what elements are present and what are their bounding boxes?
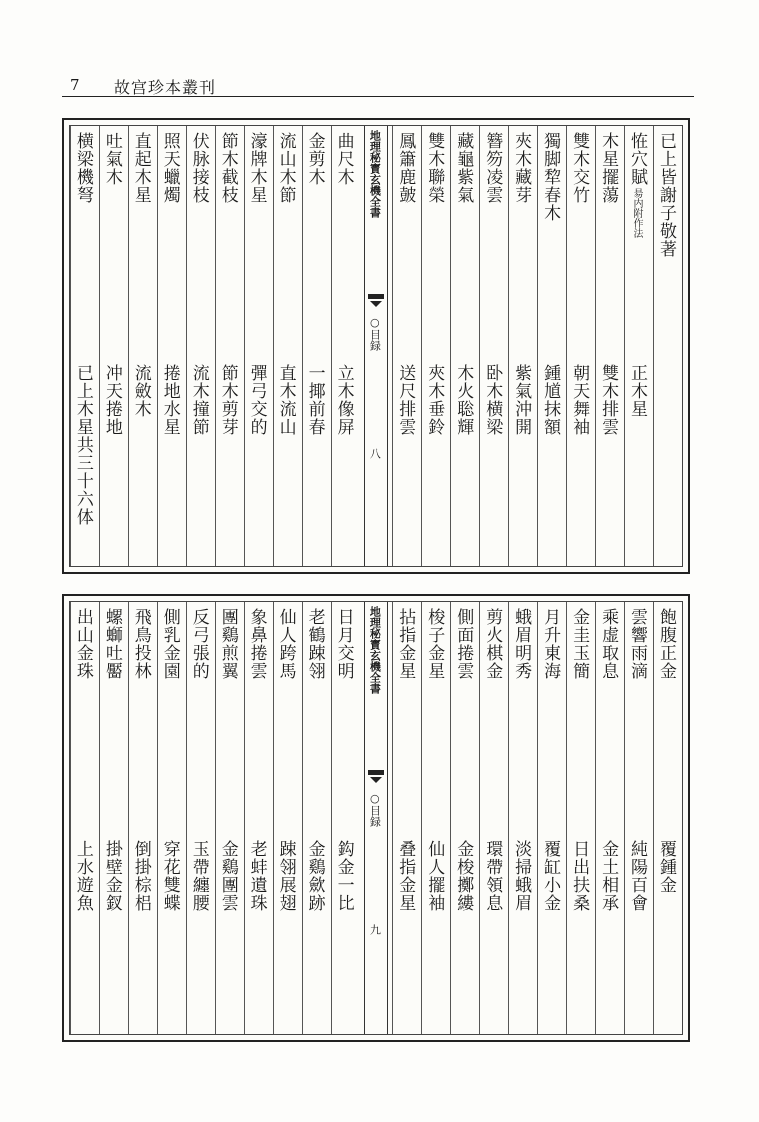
text-column bbox=[566, 602, 595, 1034]
fish-tail-mark-icon bbox=[368, 294, 384, 311]
column-entry-lower: 節木剪芽 bbox=[217, 364, 238, 436]
column-entry-lower: 直木流山 bbox=[275, 364, 296, 436]
text-column bbox=[653, 602, 682, 1034]
column-entry-lower: 踈翎展翅 bbox=[275, 840, 296, 912]
column-entry-upper: 夾木藏芽 bbox=[511, 132, 532, 204]
column-entry-upper: 伏脉接枝 bbox=[188, 132, 209, 204]
column-entry-upper: 老鶴踈翎 bbox=[304, 608, 325, 680]
text-column bbox=[537, 126, 566, 566]
top-page-panel bbox=[62, 118, 690, 574]
bottom-page-panel bbox=[62, 594, 690, 1042]
column-entry-lower: 捲地水星 bbox=[159, 364, 180, 436]
column-entry-lower: 覆缸小金 bbox=[540, 840, 561, 912]
column-entry-lower: 金土相承 bbox=[598, 840, 619, 912]
text-column bbox=[392, 126, 421, 566]
column-entry-lower: 冲天捲地 bbox=[101, 364, 122, 436]
text-column bbox=[70, 602, 99, 1034]
column-entry-lower: 玉帶纏腰 bbox=[188, 840, 209, 912]
column-entry-upper: 照天蠟燭 bbox=[159, 132, 180, 204]
column-entry-lower: 正木星 bbox=[627, 364, 648, 418]
column-entry-lower: 環帶領息 bbox=[482, 840, 503, 912]
column-entry-upper: 流山木節 bbox=[275, 132, 296, 204]
column-entry-lower: 掛壁金釵 bbox=[101, 840, 122, 912]
column-entry-lower: 木火聡輝 bbox=[453, 364, 474, 436]
banxin-title: 地理秘寳玄機全書 bbox=[368, 130, 382, 218]
column-entry-upper: 雙木交竹 bbox=[569, 132, 590, 204]
page-number: 7 bbox=[70, 76, 80, 94]
column-entry-lower: 仙人擺袖 bbox=[424, 840, 445, 912]
column-entry-lower: 流木撞節 bbox=[188, 364, 209, 436]
text-column bbox=[331, 126, 360, 566]
column-entry-upper: 飛鳥投林 bbox=[130, 608, 151, 680]
column-entry-upper: 團鷄煎翼 bbox=[217, 608, 238, 680]
text-column bbox=[479, 126, 508, 566]
text-column bbox=[302, 602, 331, 1034]
text-column bbox=[624, 126, 653, 566]
column-entry-upper: 蛾眉明秀 bbox=[511, 608, 532, 680]
column-entry-upper: 拈指金星 bbox=[395, 608, 416, 680]
text-column bbox=[273, 126, 302, 566]
text-column bbox=[273, 602, 302, 1034]
text-column bbox=[566, 126, 595, 566]
text-column bbox=[653, 126, 682, 566]
text-column bbox=[421, 126, 450, 566]
column-entry-upper: 月升東海 bbox=[540, 608, 561, 680]
column-entry-upper: 雙木聯榮 bbox=[424, 132, 445, 204]
column-entry-upper: 金剪木 bbox=[304, 132, 325, 186]
column-entry-lower: 上水遊魚 bbox=[72, 840, 93, 912]
column-entry-lower: 金梭擲縷 bbox=[453, 840, 474, 912]
running-header bbox=[62, 62, 694, 97]
column-entry-upper: 象鼻捲雲 bbox=[246, 608, 267, 680]
column-entry-upper: 節木截枝 bbox=[217, 132, 238, 204]
column-entry-upper: 螺螄吐靨 bbox=[101, 608, 122, 680]
column-entry-upper: 出山金珠 bbox=[72, 608, 93, 680]
column-entry-lower: 流斂木 bbox=[130, 364, 151, 418]
text-column bbox=[421, 602, 450, 1034]
text-column bbox=[186, 602, 215, 1034]
column-entry-upper: 木星擺蕩 bbox=[598, 132, 619, 204]
column-entry-upper: 雲響雨滴 bbox=[627, 608, 648, 680]
text-column bbox=[215, 126, 244, 566]
fish-tail-mark-icon bbox=[368, 770, 384, 787]
column-entry-upper: 飽腹正金 bbox=[656, 608, 676, 680]
banxin-center-strip bbox=[364, 602, 389, 1034]
text-column bbox=[537, 602, 566, 1034]
text-column bbox=[157, 602, 186, 1034]
column-entry-upper: 側面捲雲 bbox=[453, 608, 474, 680]
bottom-columns bbox=[70, 602, 682, 1034]
banxin-page-number: 八 bbox=[368, 448, 382, 459]
series-title: 故宫珍本叢刊 bbox=[114, 78, 217, 97]
column-entry-lower: 朝天舞袖 bbox=[569, 364, 590, 436]
column-entry-upper: 横梁機弩 bbox=[72, 132, 93, 204]
column-entry-lower: 老蚌遺珠 bbox=[246, 840, 267, 912]
column-note: 昜内附作法 bbox=[631, 188, 643, 238]
column-entry-lower: 彈弓交的 bbox=[246, 364, 267, 436]
column-entry-lower: 穿花雙蝶 bbox=[159, 840, 180, 912]
column-entry-lower: 夾木垂鈴 bbox=[424, 364, 445, 436]
text-column bbox=[70, 126, 99, 566]
column-entry-upper: 剪火棋金 bbox=[482, 608, 503, 680]
column-entry-upper: 恠穴賦 bbox=[627, 132, 648, 186]
column-entry-lower: 送尺排雲 bbox=[395, 364, 416, 436]
column-entry-lower: 覆鍾金 bbox=[656, 840, 676, 894]
column-entry-lower: 日出扶桑 bbox=[569, 840, 590, 912]
column-entry-lower: 一揶前春 bbox=[304, 364, 325, 436]
column-entry-lower: 純陽百會 bbox=[627, 840, 648, 912]
text-column bbox=[157, 126, 186, 566]
text-column bbox=[450, 602, 479, 1034]
banxin-section: ○目録 bbox=[368, 792, 382, 827]
column-entry-lower: 金鷄歛跡 bbox=[304, 840, 325, 912]
column-entry-lower: 金鷄團雲 bbox=[217, 840, 238, 912]
column-entry-upper: 側乳金園 bbox=[159, 608, 180, 680]
column-entry-upper: 獨脚犂春木 bbox=[540, 132, 561, 222]
text-column bbox=[595, 126, 624, 566]
text-column bbox=[595, 602, 624, 1034]
banxin-center-strip bbox=[364, 126, 389, 566]
column-entry-upper: 仙人跨馬 bbox=[275, 608, 296, 680]
column-entry-upper: 吐氣木 bbox=[101, 132, 122, 186]
column-entry-lower: 立木像屏 bbox=[333, 364, 354, 436]
text-column bbox=[128, 126, 157, 566]
text-column bbox=[479, 602, 508, 1034]
column-entry-lower: 淡掃蛾眉 bbox=[511, 840, 532, 912]
column-entry-upper: 日月交明 bbox=[333, 608, 354, 680]
column-entry-upper: 鳳簫鹿皷 bbox=[395, 132, 416, 204]
column-entry-upper: 藏龜紫氣 bbox=[453, 132, 474, 204]
banxin-section: ○目録 bbox=[368, 316, 382, 351]
banxin-title: 地理秘寳玄機全書 bbox=[368, 606, 382, 694]
column-entry-upper: 已上皆謝子敬著 bbox=[656, 132, 676, 258]
column-entry-lower: 叠指金星 bbox=[395, 840, 416, 912]
column-entry-lower: 紫氣沖開 bbox=[511, 364, 532, 436]
text-column bbox=[450, 126, 479, 566]
column-entry-upper: 反弓張的 bbox=[188, 608, 209, 680]
column-entry-lower: 鍾馗抹額 bbox=[540, 364, 561, 436]
column-entry-lower: 雙木排雲 bbox=[598, 364, 619, 436]
text-column bbox=[99, 602, 128, 1034]
column-entry-upper: 乘虚取息 bbox=[598, 608, 619, 680]
text-column bbox=[624, 602, 653, 1034]
column-entry-upper: 金圭玉簡 bbox=[569, 608, 590, 680]
column-entry-upper: 濠牌木星 bbox=[246, 132, 267, 204]
text-column bbox=[186, 126, 215, 566]
column-entry-upper: 梭子金星 bbox=[424, 608, 445, 680]
text-column bbox=[331, 602, 360, 1034]
column-entry-upper: 曲尺木 bbox=[333, 132, 354, 186]
text-column bbox=[508, 602, 537, 1034]
column-entry-upper: 簪笏凌雲 bbox=[482, 132, 503, 204]
column-entry-lower: 已上木星共三十六体 bbox=[72, 364, 93, 526]
text-column bbox=[244, 126, 273, 566]
column-entry-upper: 直起木星 bbox=[130, 132, 151, 204]
text-column bbox=[302, 126, 331, 566]
text-column bbox=[128, 602, 157, 1034]
text-column bbox=[99, 126, 128, 566]
text-column bbox=[215, 602, 244, 1034]
banxin-page-number: 九 bbox=[368, 924, 382, 935]
column-entry-lower: 倒掛棕梠 bbox=[130, 840, 151, 912]
text-column bbox=[508, 126, 537, 566]
text-column bbox=[244, 602, 273, 1034]
top-columns bbox=[70, 126, 682, 566]
text-column bbox=[392, 602, 421, 1034]
column-entry-lower: 卧木横梁 bbox=[482, 364, 503, 436]
column-entry-lower: 鈎金一比 bbox=[333, 840, 354, 912]
